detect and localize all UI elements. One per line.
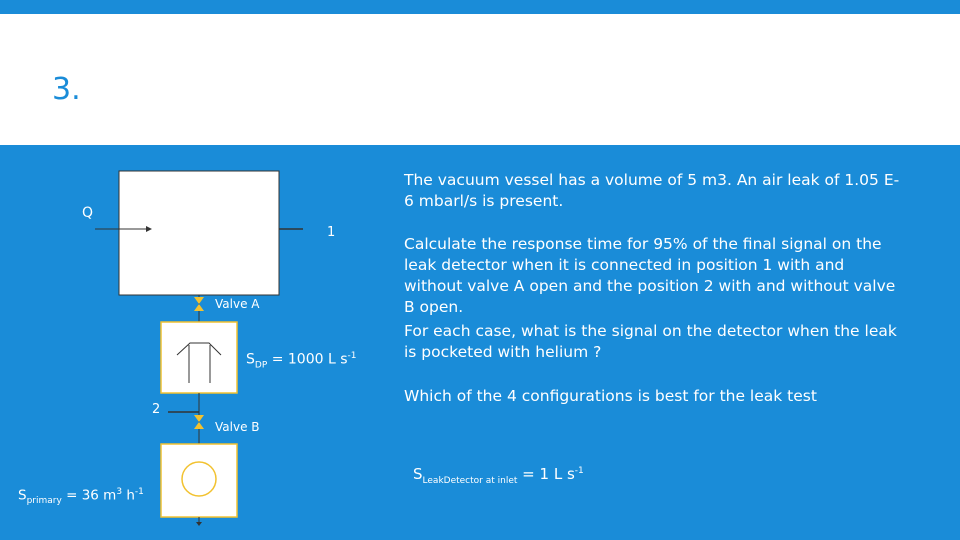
- valve-b-label: Valve B: [215, 420, 260, 434]
- valve-icon: [194, 297, 204, 304]
- sprimary-unit: h: [122, 487, 135, 504]
- sprimary-exponent-2: -1: [134, 487, 144, 497]
- slide-title: 3.: [52, 72, 81, 107]
- sdp-unit-exponent: -1: [347, 351, 357, 361]
- valve-icon: [194, 415, 204, 422]
- sdp-symbol: S: [246, 351, 255, 368]
- sprimary-sub: primary: [26, 496, 62, 507]
- leak-label: Q: [82, 205, 94, 221]
- position1-label: 1: [327, 225, 336, 240]
- sprimary-value: = 36 m: [61, 487, 117, 504]
- sprimary-symbol: S: [18, 487, 27, 504]
- valve-icon: [194, 304, 204, 311]
- sdp-value: = 1000 L s: [267, 351, 348, 368]
- valve-icon: [194, 422, 204, 429]
- sleak-value: = 1 L s: [517, 465, 575, 483]
- sdp-sub: DP: [254, 360, 268, 371]
- sleak-label: [413, 465, 584, 486]
- paragraph-helium-question: For each case, what is the signal on the detector when the leak is pocketed with helium ?: [404, 322, 897, 361]
- sprimary-exponent-1: 3: [116, 487, 123, 497]
- sleak-sub: LeakDetector at inlet: [422, 476, 518, 486]
- position2-label: 2: [152, 402, 161, 417]
- sleak-exponent: -1: [574, 466, 584, 476]
- sleak-symbol: S: [413, 465, 423, 483]
- arrow-icon: [196, 522, 202, 526]
- vacuum-vessel: [119, 171, 279, 295]
- valve-a-label: Valve A: [215, 297, 260, 311]
- sprimary-label: [18, 487, 144, 506]
- paragraph-task: Calculate the response time for 95% of the final signal on the leak detector when it is connected in position 1 with and without valve A open and the position 2 with and without valve B open.: [404, 235, 896, 316]
- primary-pump-icon: [161, 444, 237, 517]
- sdp-label: [246, 351, 357, 370]
- paragraph-best-config-question: Which of the 4 configurations is best for the leak test: [404, 387, 817, 405]
- turbo-pump-icon: [161, 322, 237, 393]
- paragraph-vessel-info: The vacuum vessel has a volume of 5 m3. An air leak of 1.05 E-6 mbarl/s is present.: [404, 171, 900, 210]
